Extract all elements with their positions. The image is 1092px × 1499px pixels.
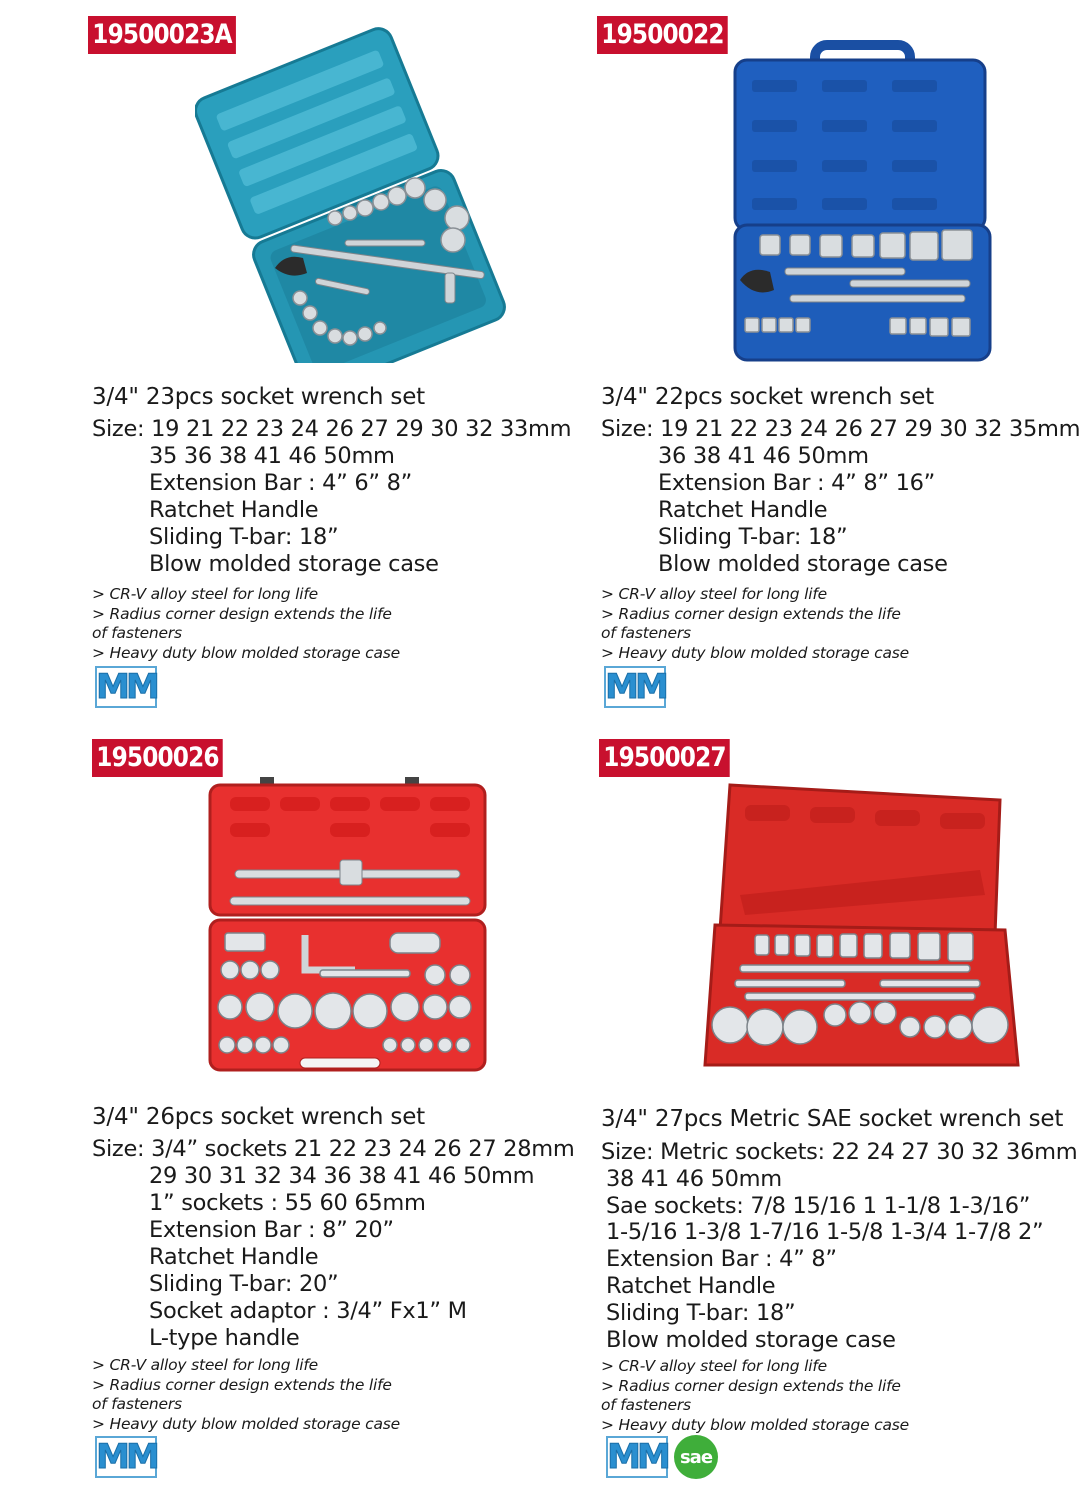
feature-item: > Heavy duty blow molded storage case [601, 643, 910, 662]
mm-metric-badge: MM [96, 667, 156, 707]
size-label: Size: [92, 1136, 145, 1162]
size-line: 19 21 22 23 24 26 27 29 30 32 33mm [151, 416, 572, 442]
feature-item: of fasteners [92, 624, 182, 642]
size-line: 1” sockets : 55 60 65mm [149, 1190, 426, 1216]
badge-row [606, 1435, 718, 1479]
product-code-tag: 19500026 [92, 739, 223, 777]
size-line: 1-5/16 1-3/8 1-7/16 1-5/8 1-3/4 1-7/8 2” [606, 1219, 1044, 1246]
feature-list [601, 585, 909, 663]
size-line: Blow molded storage case [149, 551, 439, 577]
product-code-tag: 19500023A [88, 16, 236, 54]
mm-metric-badge: MM [605, 667, 665, 707]
size-line: Metric sockets: 22 24 27 30 32 36mm [660, 1139, 1078, 1165]
product-code-tag: 19500027 [599, 739, 730, 777]
size-line: Socket adaptor : 3/4” Fx1” M [149, 1298, 467, 1324]
size-line: 35 36 38 41 46 50mm [149, 443, 395, 469]
feature-item: > Radius corner design extends the life [92, 604, 392, 623]
size-line: Ratchet Handle [149, 1244, 319, 1270]
product-code-tag: 19500022 [597, 16, 728, 54]
size-line: 19 21 22 23 24 26 27 29 30 32 35mm [660, 416, 1081, 442]
size-line: Ratchet Handle [658, 497, 828, 523]
product-photo-red-case-open [205, 775, 490, 1075]
size-line: 3/4” sockets 21 22 23 24 26 27 28mm [151, 1136, 575, 1162]
badge-row [95, 666, 157, 708]
badge-row [604, 666, 666, 708]
size-line: Extension Bar : 8” 20” [149, 1217, 394, 1243]
product-photo-red-case-angled [700, 775, 1025, 1075]
feature-list [92, 585, 400, 663]
product-title: 3/4" 23pcs socket wrench set [92, 384, 425, 410]
badge-row [95, 1436, 157, 1478]
feature-item: of fasteners [601, 624, 691, 642]
size-spec-block [92, 1136, 574, 1352]
feature-item: > Heavy duty blow molded storage case [92, 643, 401, 662]
size-line: Extension Bar : 4” 8” 16” [658, 470, 936, 496]
feature-item: > CR-V alloy steel for long life [92, 585, 318, 603]
size-line: Ratchet Handle [606, 1272, 776, 1299]
sae-badge: sae [674, 1435, 718, 1479]
size-line: Ratchet Handle [149, 497, 319, 523]
size-line: Blow molded storage case [658, 551, 948, 577]
feature-item: > Heavy duty blow molded storage case [92, 1414, 401, 1433]
feature-item: of fasteners [92, 1395, 182, 1413]
mm-metric-badge: MM [607, 1437, 667, 1477]
feature-list [601, 1357, 909, 1435]
size-spec-block [92, 416, 571, 578]
mm-metric-badge: MM [96, 1437, 156, 1477]
size-label: Size: [92, 416, 145, 442]
size-label: Size: [601, 416, 654, 442]
feature-item: > CR-V alloy steel for long life [92, 1356, 318, 1374]
size-line: 38 41 46 50mm [606, 1165, 782, 1192]
product-title: 3/4" 27pcs Metric SAE socket wrench set [601, 1106, 1064, 1132]
size-line: 29 30 31 32 34 36 38 41 46 50mm [149, 1163, 535, 1189]
feature-item: > CR-V alloy steel for long life [601, 585, 827, 603]
product-title: 3/4" 22pcs socket wrench set [601, 384, 934, 410]
size-spec-block [601, 416, 1080, 578]
feature-item: > Radius corner design extends the life [601, 1376, 901, 1395]
feature-item: > CR-V alloy steel for long life [601, 1357, 827, 1375]
size-line: Sliding T-bar: 18” [658, 524, 848, 550]
feature-item: of fasteners [601, 1396, 691, 1414]
size-spec-block [601, 1139, 1077, 1353]
size-line: L-type handle [149, 1325, 300, 1351]
feature-item: > Radius corner design extends the life [92, 1375, 392, 1394]
size-line: Sliding T-bar: 20” [149, 1271, 339, 1297]
feature-list [92, 1356, 400, 1434]
size-line: Sae sockets: 7/8 15/16 1 1-1/8 1-3/16” [606, 1192, 1031, 1219]
product-photo-blue-case [730, 40, 995, 365]
feature-item: > Radius corner design extends the life [601, 604, 901, 623]
size-line: Blow molded storage case [606, 1326, 896, 1353]
product-title: 3/4" 26pcs socket wrench set [92, 1104, 425, 1130]
size-line: Sliding T-bar: 18” [149, 524, 339, 550]
feature-item: > Heavy duty blow molded storage case [601, 1415, 910, 1434]
product-photo-teal-case [195, 18, 520, 363]
size-label: Size: [601, 1139, 654, 1165]
size-line: Extension Bar : 4” 8” [606, 1246, 837, 1273]
size-line: Extension Bar : 4” 6” 8” [149, 470, 412, 496]
size-line: Sliding T-bar: 18” [606, 1299, 796, 1326]
size-line: 36 38 41 46 50mm [658, 443, 869, 469]
